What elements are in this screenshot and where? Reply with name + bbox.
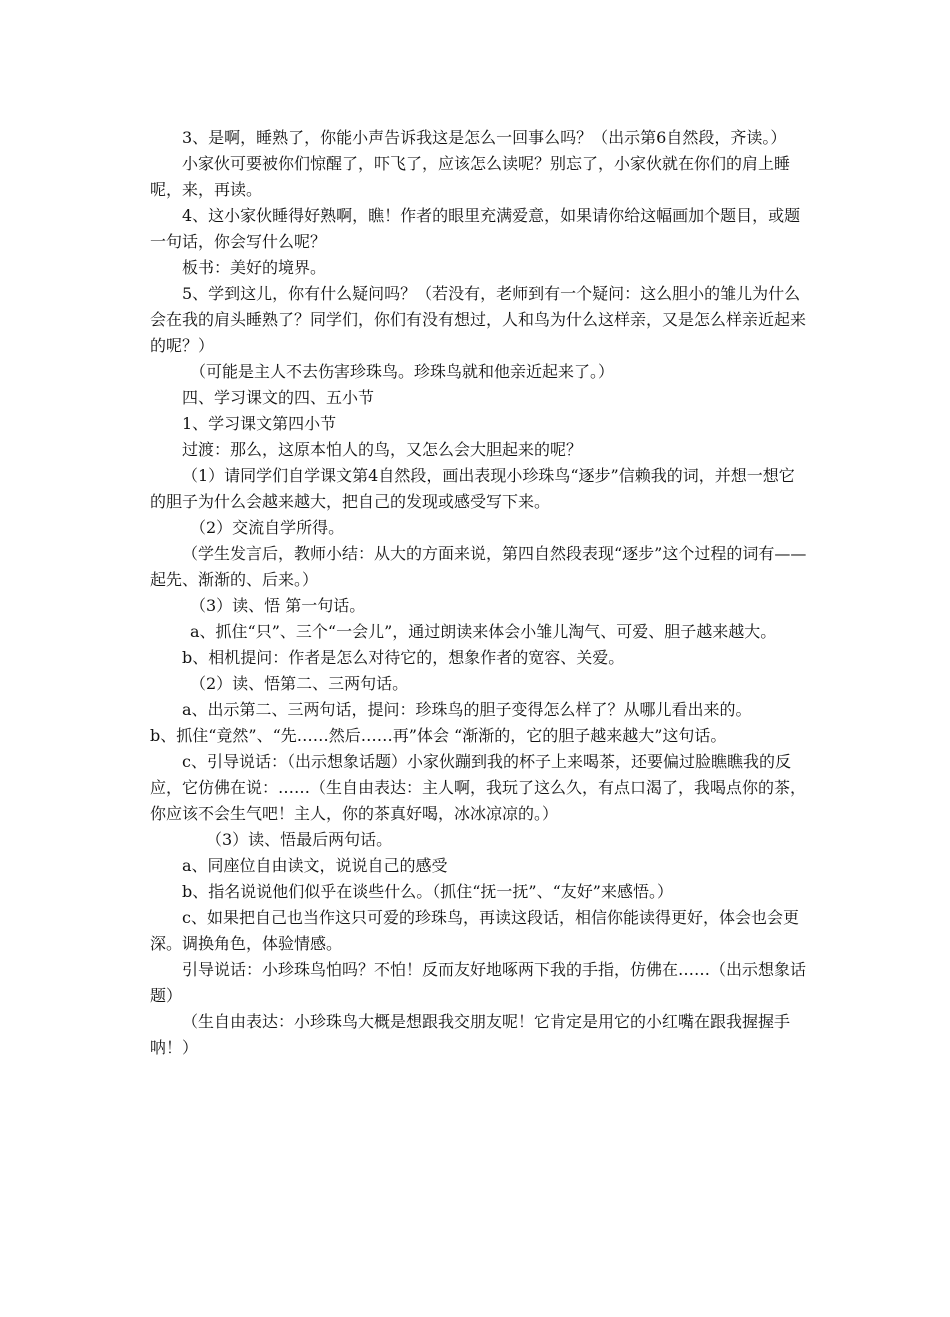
paragraph-read-second-third: （2）读、悟第二、三两句话。 <box>190 674 409 693</box>
paragraph-read-first-sentence: （3）读、悟 第一句话。 <box>190 596 366 615</box>
heading-subsection-1: 1、学习课文第四小节 <box>182 414 337 433</box>
paragraph-item-b2: b、抓住“竟然”、“先……然后……再”体会 “渐渐的，它的胆子越来越大”这句话。 <box>150 726 727 745</box>
paragraph-read-quietly: 小家伙可要被你们惊醒了，吓飞了，应该怎么读呢？别忘了，小家伙就在你们的肩上睡呢，来，再读。 <box>150 154 791 199</box>
paragraph-exchange: （2）交流自学所得。 <box>190 518 345 537</box>
paragraph-transition: 过渡：那么，这原本怕人的鸟，又怎么会大胆起来的呢？ <box>182 440 583 459</box>
paragraph-step-5: 5、学到这儿，你有什么疑问吗？（若没有，老师到有一个疑问：这么胆小的雏儿为什么会在我的肩头睡熟了？同学们，你们有没有想过，人和鸟为什么这样亲，又是怎么样亲近起来的呢？） <box>150 284 807 355</box>
paragraph-blackboard: 板书：美好的境界。 <box>182 258 327 277</box>
paragraph-student-expression: （生自由表达：小珍珠鸟大概是想跟我交朋友呢！它肯定是用它的小红嘴在跟我握握手呐！） <box>150 1012 791 1057</box>
paragraph-item-a2: a、出示第二、三两句话，提问：珍珠鸟的胆子变得怎么样了？从哪儿看出来的。 <box>182 700 752 719</box>
paragraph-teacher-summary: （学生发言后，教师小结：从大的方面来说，第四自然段表现“逐步”这个过程的词有——起先、渐渐的、后来。） <box>150 544 807 589</box>
heading-section-four: 四、学习课文的四、五小节 <box>182 388 375 407</box>
paragraph-item-a3: a、同座位自由读文，说说自己的感受 <box>182 856 448 875</box>
paragraph-item-c3: c、如果把自己也当作这只可爱的珍珠鸟，再读这段话，相信你能读得更好，体会也会更深。调换角色，体验情感。 <box>150 908 799 953</box>
paragraph-item-c2: c、引导说话：（出示想象话题）小家伙蹦到我的杯子上来喝茶，还要偏过脸瞧瞧我的反应，它仿佛在说：……（生自由表达：主人啊，我玩了这么久，有点口渴了，我喝点你的茶，你应该不会生气吧！主人，你的茶真好喝，冰冰凉凉的。） <box>150 752 807 823</box>
paragraph-step-4: 4、这小家伙睡得好熟啊，瞧！作者的眼里充满爱意，如果请你给这幅画加个题目，或题一句话，你会写什么呢？ <box>150 206 801 251</box>
paragraph-read-last-two: （3）读、悟最后两句话。 <box>206 830 393 849</box>
paragraph-self-study: （1）请同学们自学课文第4自然段，画出表现小珍珠鸟“逐步”信赖我的词，并想一想它的胆子为什么会越来越大，把自己的发现或感受写下来。 <box>150 466 795 511</box>
paragraph-guided-speech: 引导说话：小珍珠鸟怕吗？不怕！反而友好地啄两下我的手指，仿佛在……（出示想象话题） <box>150 960 807 1005</box>
paragraph-item-b1: b、相机提问：作者是怎么对待它的，想象作者的宽容、关爱。 <box>182 648 625 667</box>
paragraph-item-a1: a、抓住“只”、三个“一会儿”，通过朗读来体会小雏儿淘气、可爱、胆子越来越大。 <box>190 622 777 641</box>
document-body <box>150 125 810 1061</box>
paragraph-possible-answer: （可能是主人不去伤害珍珠鸟。珍珠鸟就和他亲近起来了。） <box>190 362 615 381</box>
paragraph-step-3: 3、是啊，睡熟了，你能小声告诉我这是怎么一回事么吗？（出示第6自然段，齐读。） <box>182 128 787 147</box>
paragraph-item-b3: b、指名说说他们似乎在谈些什么。（抓住“抚一抚”、“友好”来感悟。） <box>182 882 673 901</box>
